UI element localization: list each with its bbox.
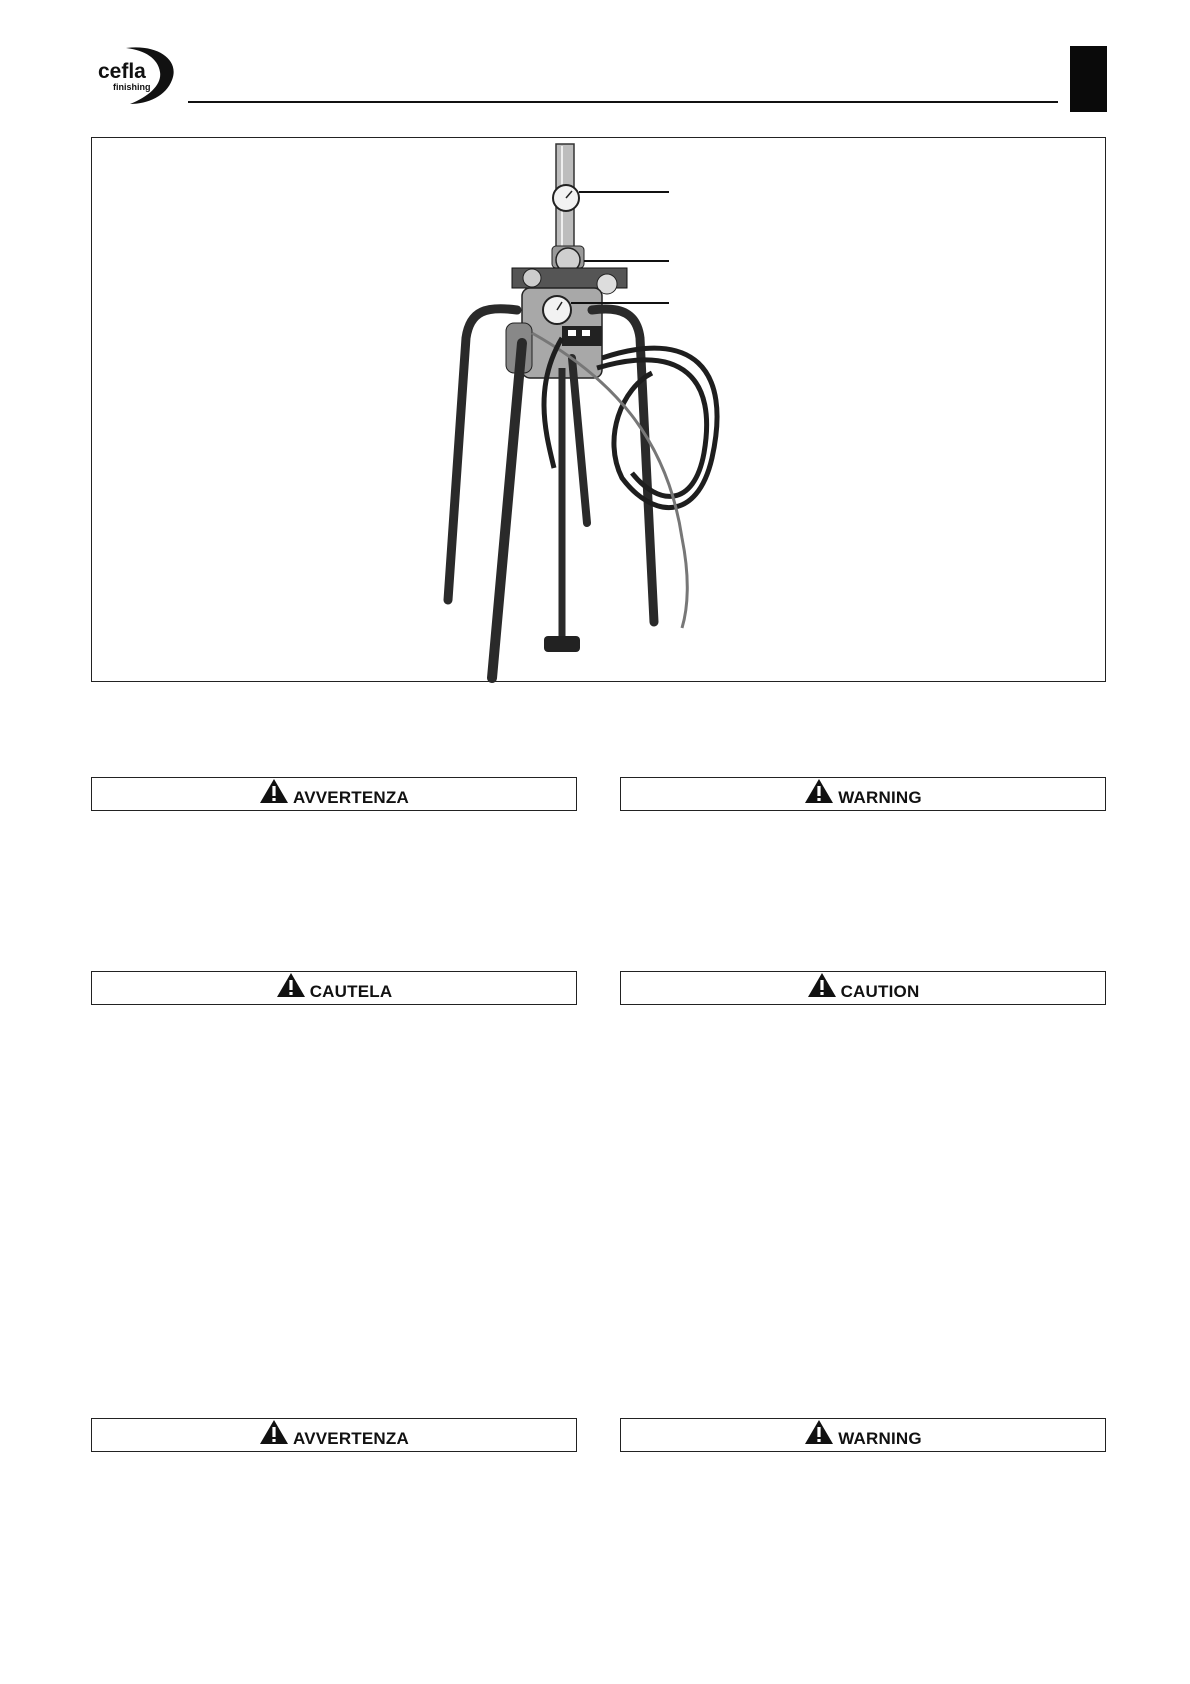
warning-triangle-icon xyxy=(259,1419,289,1445)
warning-triangle-icon xyxy=(259,778,289,804)
header-rule xyxy=(188,101,1058,103)
warning-triangle-icon xyxy=(276,972,306,998)
notice-label: WARNING xyxy=(838,1429,922,1448)
warning-triangle-icon xyxy=(807,972,837,998)
notice-avvertenza-2 xyxy=(91,1418,577,1452)
notice-cautela xyxy=(91,971,577,1005)
notice-label: AVVERTENZA xyxy=(293,1429,409,1448)
cefla-finishing-logo xyxy=(96,44,176,106)
notice-caution xyxy=(620,971,1106,1005)
notice-label: CAUTION xyxy=(840,982,920,1001)
section-tab-marker xyxy=(1070,46,1107,112)
notice-avvertenza-1 xyxy=(91,777,577,811)
notice-warning-2 xyxy=(620,1418,1106,1452)
notice-warning-1 xyxy=(620,777,1106,811)
pump-illustration xyxy=(92,138,1107,683)
notice-label: WARNING xyxy=(838,788,922,807)
pump-illustration-frame xyxy=(91,137,1106,682)
notice-label: CAUTELA xyxy=(309,982,393,1001)
warning-triangle-icon xyxy=(804,778,834,804)
svg-text:cefla: cefla xyxy=(98,60,146,83)
warning-triangle-icon xyxy=(804,1419,834,1445)
notice-label: AVVERTENZA xyxy=(293,788,409,807)
svg-text:finishing: finishing xyxy=(113,82,151,92)
